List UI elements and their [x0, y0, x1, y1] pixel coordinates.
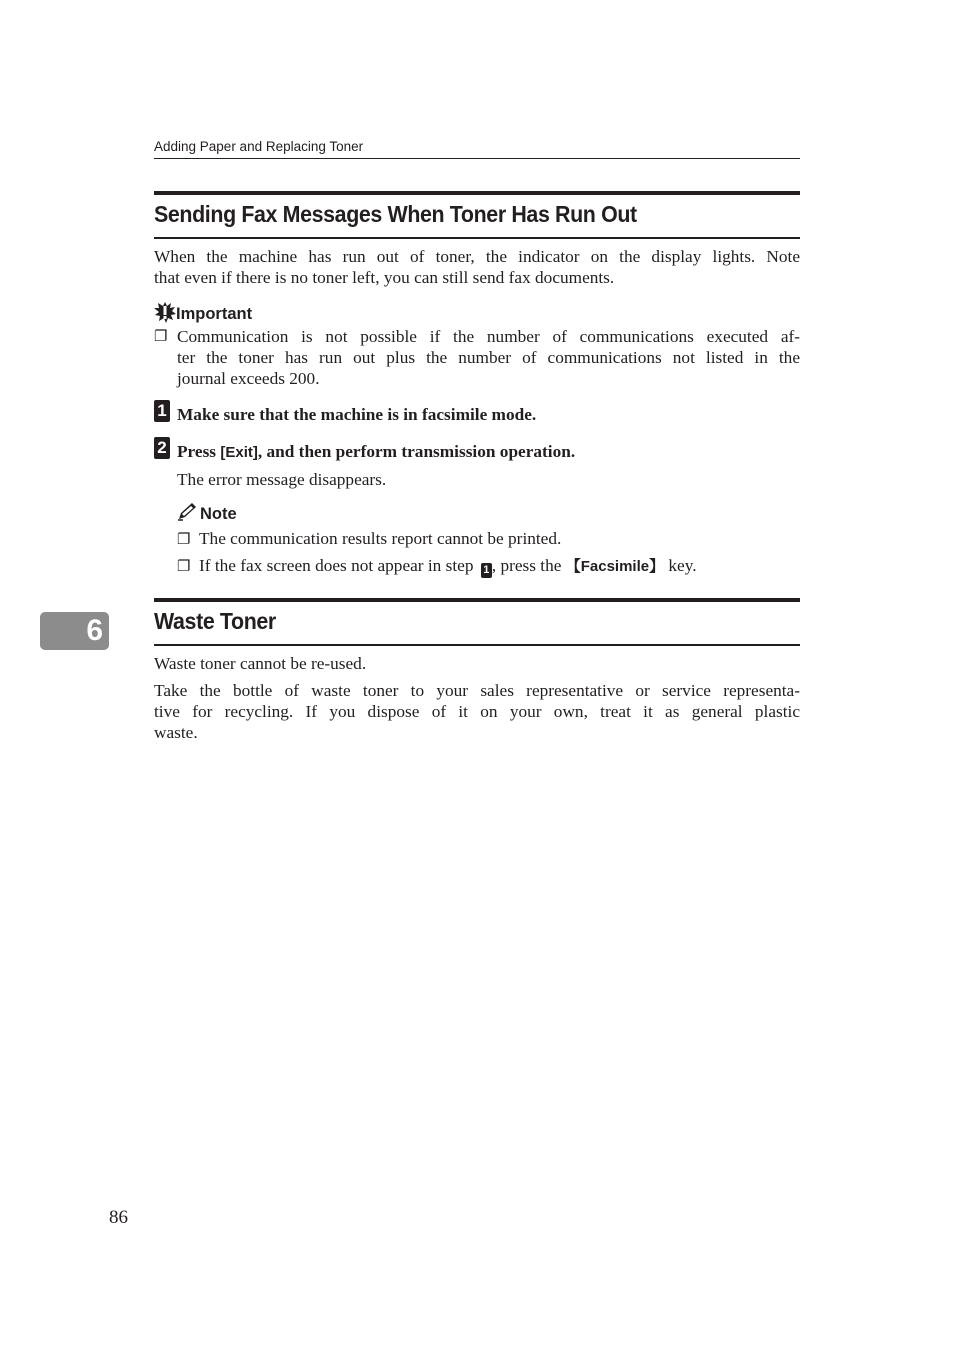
note-label: Note	[200, 505, 237, 523]
note-item-2-mid: , press the	[491, 556, 566, 575]
note-item-2-after: key.	[664, 556, 697, 575]
intro-line: When the machine has run out of toner, the indicator on the display lights. Note	[154, 247, 800, 266]
step-2-text	[177, 442, 575, 462]
section1-top-rule	[154, 191, 800, 195]
step-2-result: The error message disappears.	[177, 470, 387, 489]
important-line: ter the toner has run out plus the number of communications not listed in the	[177, 348, 800, 367]
checkbox-icon: ❐	[154, 329, 168, 345]
section2-title-rule	[154, 644, 800, 646]
step-2-number: 2	[154, 437, 170, 459]
header-rule	[154, 158, 800, 159]
step-2-text-before: Press	[177, 442, 221, 461]
important-line: Communication is not possible if the number of communications executed af-	[177, 327, 800, 346]
section2-title: Waste Toner	[154, 608, 276, 634]
step-ref-icon: 1	[481, 563, 492, 578]
note-item-1: The communication results report cannot be printed.	[199, 529, 562, 548]
section2-top-rule	[154, 598, 800, 602]
chapter-tab	[40, 612, 109, 650]
para2-line: waste.	[154, 723, 198, 742]
step-2-text-after: , and then perform transmission operation.	[257, 442, 576, 461]
important-item	[177, 326, 800, 389]
pencil-icon	[177, 503, 197, 521]
note-item-2-before: If the fax screen does not appear in step	[199, 556, 478, 575]
exit-key-label: [Exit]	[220, 444, 258, 461]
important-label: Important	[176, 305, 253, 323]
chapter-number: 6	[86, 614, 103, 647]
intro-line: that even if there is no toner left, you can still send fax documents.	[154, 268, 615, 287]
running-head: Adding Paper and Replacing Toner	[154, 139, 364, 154]
page-number: 86	[109, 1207, 128, 1228]
section1-title: Sending Fax Messages When Toner Has Run Out	[154, 201, 637, 227]
step-1-text: Make sure that the machine is in facsimile mode.	[177, 405, 537, 424]
section2-para2	[154, 680, 800, 743]
step-1-number: 1	[154, 400, 170, 422]
important-heading	[154, 302, 252, 324]
section1-title-rule	[154, 237, 800, 239]
important-line: journal exceeds 200.	[177, 369, 320, 388]
checkbox-icon: ❐	[177, 532, 191, 548]
para2-line: Take the bottle of waste toner to your sales representative or service representa-	[154, 681, 800, 700]
checkbox-icon: ❐	[177, 559, 191, 575]
note-heading	[177, 503, 237, 524]
important-burst-icon	[154, 302, 176, 323]
section1-intro	[154, 246, 800, 288]
section2-para1: Waste toner cannot be re-used.	[154, 654, 367, 673]
note-item-2	[199, 555, 799, 578]
para2-line: tive for recycling. If you dispose of it on your own, treat it as general plastic	[154, 702, 800, 721]
facsimile-key-label: 【Facsimile】	[565, 558, 665, 575]
